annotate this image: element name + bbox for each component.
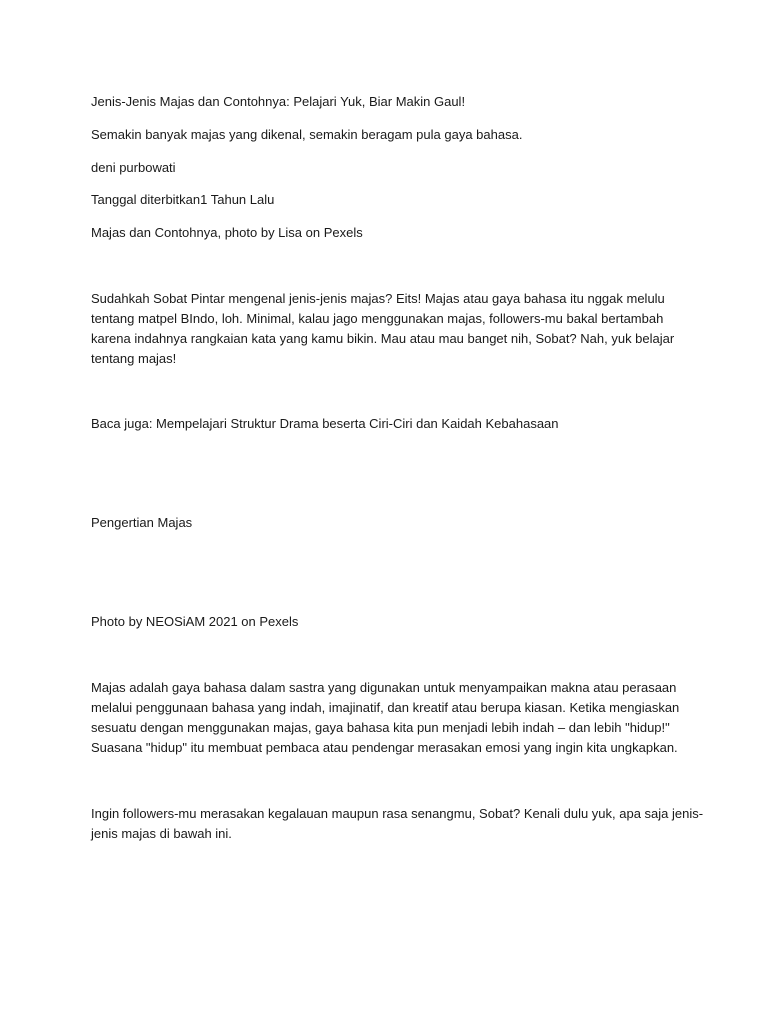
publish-date: Tanggal diterbitkan1 Tahun Lalu <box>91 192 275 207</box>
paragraph-line: tentang majas! <box>91 351 177 366</box>
photo-credit: Majas dan Contohnya, photo by Lisa on Pexels <box>91 225 363 240</box>
intro-paragraph <box>91 289 691 369</box>
definition-paragraph <box>91 678 691 758</box>
paragraph-line: tentang matpel BIndo, loh. Minimal, kalau jago menggunakan majas, followers-mu bakal bertambah <box>91 311 664 326</box>
paragraph-line: jenis majas di bawah ini. <box>91 826 232 841</box>
author-name: deni purbowati <box>91 160 176 175</box>
paragraph-line: Ingin followers-mu merasakan kegalauan maupun rasa senangmu, Sobat? Kenali dulu yuk, apa saja jenis- <box>91 806 704 821</box>
paragraph-line: Majas adalah gaya bahasa dalam sastra yang digunakan untuk menyampaikan makna atau perasaan <box>91 680 677 695</box>
paragraph-line: sesuatu dengan menggunakan majas, gaya bahasa kita pun menjadi lebih indah – dan lebih "hidup!" <box>91 720 670 735</box>
closing-paragraph <box>91 804 704 844</box>
paragraph-line: karena indahnya rangkaian kata yang kamu bikin. Mau atau mau banget nih, Sobat? Nah, yuk belajar <box>91 331 675 346</box>
photo-credit: Photo by NEOSiAM 2021 on Pexels <box>91 614 299 629</box>
paragraph-line: Suasana "hidup" itu membuat pembaca atau pendengar merasakan emosi yang ingin kita ungkapkan. <box>91 740 678 755</box>
paragraph-line: melalui penggunaan bahasa yang indah, imajinatif, dan kreatif atau berupa kiasan. Ketika mengiaskan <box>91 700 680 715</box>
article-title: Jenis-Jenis Majas dan Contohnya: Pelajari Yuk, Biar Makin Gaul! <box>91 94 466 109</box>
article-subtitle: Semakin banyak majas yang dikenal, semakin beragam pula gaya bahasa. <box>91 127 523 142</box>
read-also-link: Baca juga: Mempelajari Struktur Drama beserta Ciri-Ciri dan Kaidah Kebahasaan <box>91 416 559 431</box>
section-heading: Pengertian Majas <box>91 515 193 530</box>
paragraph-line: Sudahkah Sobat Pintar mengenal jenis-jenis majas? Eits! Majas atau gaya bahasa itu nggak melulu <box>91 291 665 306</box>
